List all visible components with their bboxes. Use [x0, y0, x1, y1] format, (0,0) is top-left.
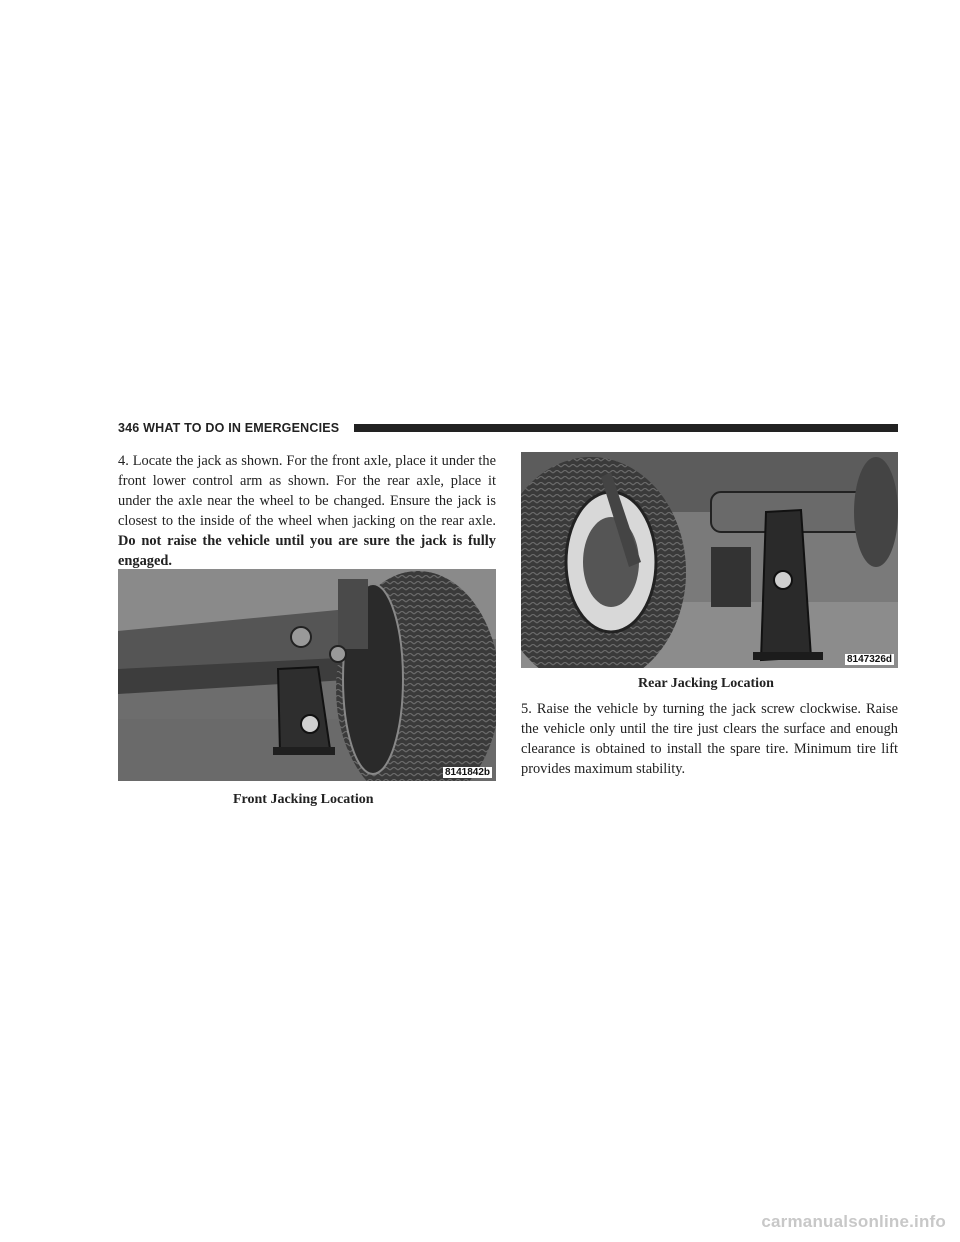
right-column-text — [521, 699, 898, 779]
front-jacking-illustration — [118, 569, 496, 781]
front-figure-code: 8141842b — [444, 767, 490, 778]
page-section-title: 346 WHAT TO DO IN EMERGENCIES — [118, 421, 340, 435]
rear-jacking-illustration — [521, 452, 898, 668]
page-header — [118, 421, 898, 435]
rear-jacking-figure — [521, 452, 898, 668]
watermark: carmanualsonline.info — [761, 1212, 946, 1231]
step-4-text: 4. Locate the jack as shown. For the front axle, place it under the front lower control arm as shown. For the rear axle, place it under the axle near the wheel to be changed. Ensure the jack is closest to the inside of the wheel when jacking on the rear axle. — [118, 453, 496, 529]
step-4-paragraph — [118, 451, 496, 571]
front-figure-caption: Front Jacking Location — [233, 792, 374, 807]
header-rule — [354, 424, 898, 432]
front-jacking-figure — [118, 569, 496, 781]
rear-figure-caption: Rear Jacking Location — [638, 676, 774, 691]
step-5-paragraph: 5. Raise the vehicle by turning the jack screw clockwise. Raise the vehicle only until the tire just clears the surface and enough clearance is obtained to install the spare tire. Minimum tire lift provides maximum stability. — [521, 701, 898, 777]
rear-figure-code: 8147326d — [846, 654, 892, 665]
step-4-warning: Do not raise the vehicle until you are sure the jack is fully engaged. — [118, 533, 496, 569]
left-column — [118, 451, 496, 571]
